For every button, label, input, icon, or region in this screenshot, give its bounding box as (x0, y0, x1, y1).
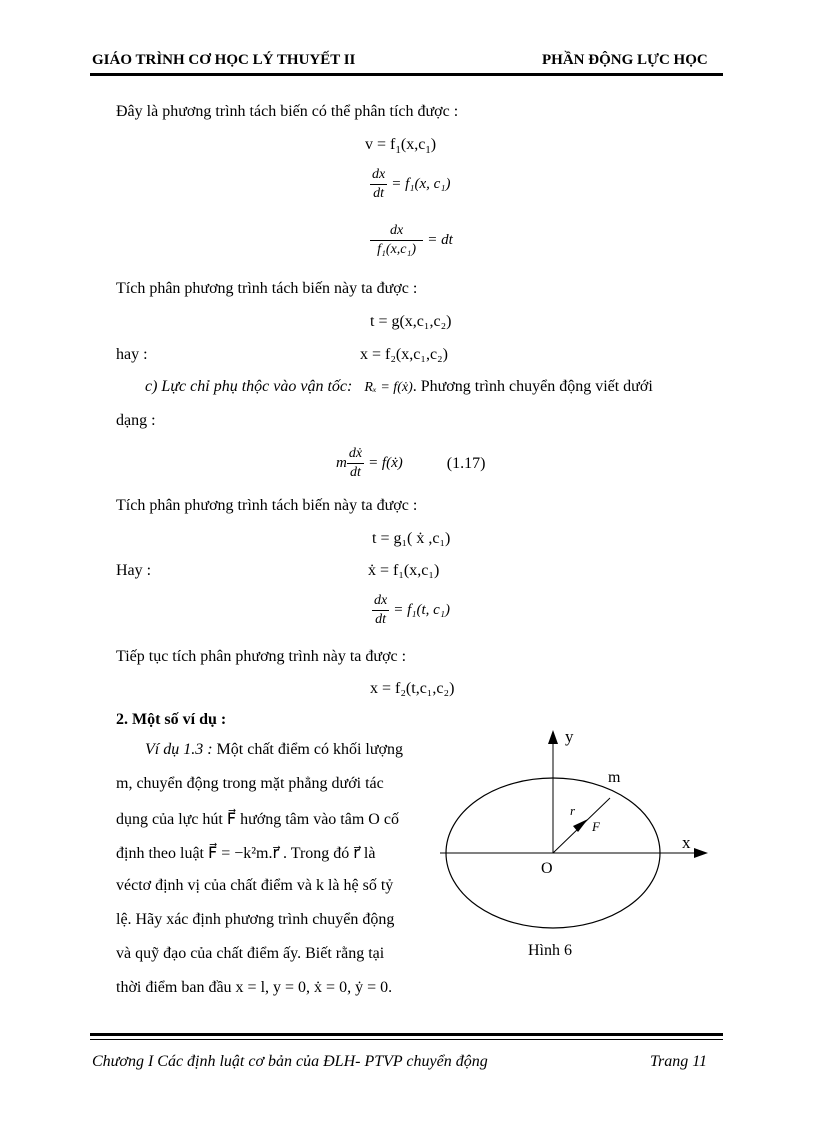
origin-label: O (541, 860, 553, 877)
example-line-3: dụng của lực hút F⃗ hướng tâm vào tâm O cố (116, 811, 399, 828)
footer-rule-thin (90, 1039, 723, 1040)
example-line-2: m, chuyển động trong mặt phẳng dưới tác (116, 775, 384, 792)
x-axis-arrow-icon (694, 848, 708, 858)
y-label: y (565, 727, 574, 746)
integrate-text-2: Tích phân phương trình tách biến này ta được : (116, 497, 418, 514)
figure-ellipse-diagram (440, 720, 720, 970)
case-c-line: c) Lực chỉ phụ thộc vào vận tốc: Rₓ = f(ẋ). Phương trình chuyển động viết dưới (145, 378, 653, 395)
example-line-5: véctơ định vị của chất điểm và k là hệ số tỷ (116, 877, 394, 894)
equation-separable: $\frac{dx}{\text{f₁(x,c₁)}}$ = dt (370, 222, 453, 259)
dang-label: dạng : (116, 412, 156, 429)
equation-x-f2-t: x = f₂(t,c₁,c₂) (370, 680, 455, 697)
example-line-4: định theo luật F⃗ = −k²m.r⃗ . Trong đó r⃗ là (116, 845, 376, 862)
footer-page-number: Trang 11 (650, 1053, 708, 1070)
equation-dxdt: $\frac{dx}{dt}$ = f₁(x, c₁) (372, 167, 451, 201)
equation-x-f2: x = f₂(x,c₁,c₂) (360, 346, 448, 363)
header-title-left: GIÁO TRÌNH CƠ HỌC LÝ THUYẾT II (92, 52, 356, 68)
x-label: x (682, 833, 691, 852)
example-line-8: thời điểm ban đầu x = l, y = 0, ẋ = 0, ẏ = 0. (116, 979, 393, 996)
footer-rule-thick (90, 1033, 723, 1036)
m-label: m (608, 769, 621, 786)
hay-label-1: hay : (116, 346, 148, 363)
header-title-right: PHẦN ĐỘNG LỰC HỌC (542, 52, 708, 68)
integrate-text-3: Tiếp tục tích phân phương trình này ta được : (116, 648, 407, 665)
f-vector-label: F⃗ (592, 819, 611, 834)
figure-caption: Hình 6 (528, 942, 572, 959)
hay-label-2: Hay : (116, 562, 152, 579)
equation-v: $v = f_1(x,c_1)$ (365, 136, 437, 157)
section-title: 2. Một số ví dụ : (116, 711, 227, 728)
equation-dxdt-t: $\frac{dx}{dt}$ = f₁(t, c₁) (374, 593, 451, 627)
intro-text: Đây là phương trình tách biến có thể phân tích được : (116, 103, 459, 120)
force-arrow-icon (573, 819, 588, 832)
integrate-text-1: Tích phân phương trình tách biến này ta được : (116, 280, 418, 297)
equation-1-17: m $\frac{\text{dẋ}}{dt}$ = f(ẋ) (1.17) (336, 446, 486, 480)
equation-t-g: t = g(x,c₁,c₂) (370, 313, 452, 330)
example-line-6: lệ. Hãy xác định phương trình chuyển động (116, 911, 395, 928)
y-axis-arrow-icon (548, 730, 558, 744)
footer-chapter: Chương I Các định luật cơ bản của ĐLH- PTVP chuyển động (92, 1053, 488, 1070)
equation-t-g1: t = g₁( ẋ ,c₁) (372, 530, 451, 547)
example-line-1: Ví dụ 1.3 : Một chất điểm có khối lượng (145, 741, 403, 758)
equation-xdot: ẋ = f₁(x,c₁) (368, 562, 440, 579)
example-line-7: và quỹ đạo của chất điểm ấy. Biết rằng tại (116, 945, 385, 962)
header-rule (90, 73, 723, 76)
r-vector-label: r⃗ (570, 803, 586, 818)
